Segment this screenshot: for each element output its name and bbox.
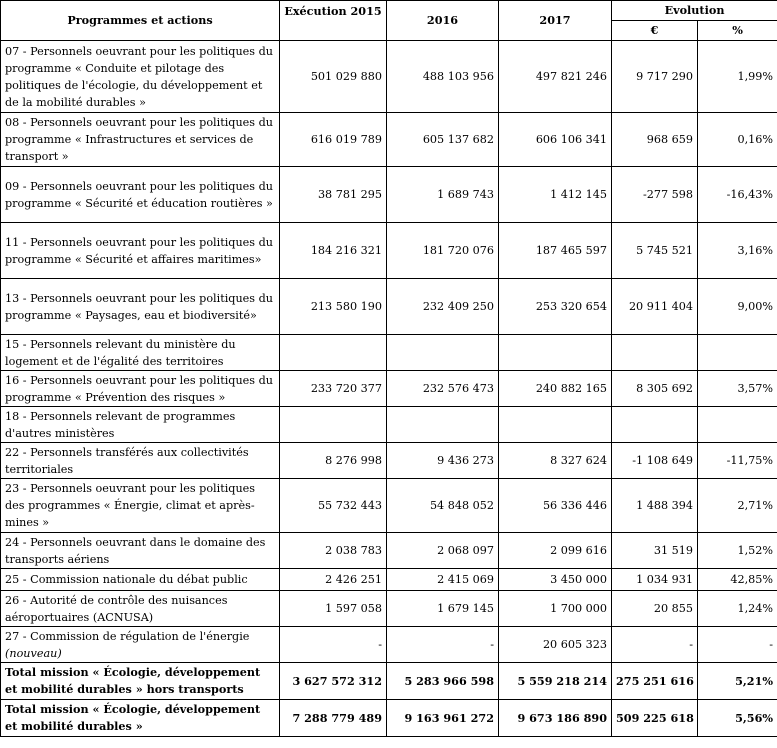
row-label: [1, 279, 280, 335]
cell-execution-2015: 501 029 880: [280, 41, 387, 113]
row-label: [1, 407, 280, 443]
cell-2016: [387, 407, 499, 443]
cell-2016: 5 283 966 598: [387, 663, 499, 700]
cell-execution-2015: 616 019 789: [280, 113, 387, 167]
cell-2017: 253 320 654: [499, 279, 612, 335]
cell-2016: 232 409 250: [387, 279, 499, 335]
cell-evolution-euro: -: [612, 627, 698, 663]
row-label-text: 22 - Personnels transférés aux collectivités territoriales: [5, 445, 249, 476]
cell-2017: 497 821 246: [499, 41, 612, 113]
table-row: [1, 167, 777, 223]
cell-execution-2015: 2 038 783: [280, 533, 387, 569]
header-percent: %: [698, 21, 777, 41]
table-row: [1, 41, 777, 113]
cell-execution-2015: 7 288 779 489: [280, 700, 387, 737]
cell-2016: 232 576 473: [387, 371, 499, 407]
table-body: [1, 41, 777, 737]
row-label-text: 15 - Personnels relevant du ministère du logement et de l'égalité des territoires: [5, 337, 236, 368]
row-label: [1, 663, 280, 700]
header-2016: 2016: [387, 1, 499, 41]
row-label-text: Total mission « Écologie, développement et mobilité durables » hors transports: [5, 665, 261, 696]
cell-execution-2015: 55 732 443: [280, 479, 387, 533]
row-label: [1, 167, 280, 223]
cell-2017: [499, 407, 612, 443]
cell-evolution-percent: -: [698, 627, 777, 663]
row-label-text: 24 - Personnels oeuvrant dans le domaine des transports aériens: [5, 535, 266, 566]
cell-execution-2015: 213 580 190: [280, 279, 387, 335]
row-label: [1, 627, 280, 663]
row-label-text: 18 - Personnels relevant de programmes d'autres ministères: [5, 409, 236, 440]
cell-2017: 3 450 000: [499, 569, 612, 591]
table-row: [1, 569, 777, 591]
cell-evolution-euro: [612, 335, 698, 371]
row-label-text: 08 - Personnels oeuvrant pour les politiques du programme « Infrastructures et services de transport »: [5, 116, 273, 163]
row-label-text: 16 - Personnels oeuvrant pour les politiques du programme « Prévention des risques »: [5, 373, 273, 404]
table-row: [1, 627, 777, 663]
cell-2017: 1 412 145: [499, 167, 612, 223]
cell-2016: [387, 335, 499, 371]
row-label-text: 13 - Personnels oeuvrant pour les politiques du programme « Paysages, eau et biodiversité»: [5, 291, 273, 322]
cell-2017: 606 106 341: [499, 113, 612, 167]
row-label: [1, 371, 280, 407]
cell-evolution-euro: 31 519: [612, 533, 698, 569]
cell-evolution-euro: 5 745 521: [612, 223, 698, 279]
cell-evolution-percent: [698, 335, 777, 371]
header-2017: 2017: [499, 1, 612, 41]
cell-2016: 488 103 956: [387, 41, 499, 113]
cell-2016: 1 689 743: [387, 167, 499, 223]
row-note: (nouveau): [5, 646, 62, 660]
cell-evolution-euro: -277 598: [612, 167, 698, 223]
cell-evolution-euro: 968 659: [612, 113, 698, 167]
row-label: [1, 533, 280, 569]
header-execution-2015: Exécution 2015: [280, 1, 387, 41]
row-label-text: 11 - Personnels oeuvrant pour les politiques du programme « Sécurité et affaires maritimes»: [5, 235, 273, 266]
cell-evolution-euro: 20 911 404: [612, 279, 698, 335]
cell-evolution-percent: 1,52%: [698, 533, 777, 569]
cell-2016: 9 163 961 272: [387, 700, 499, 737]
cell-2017: 1 700 000: [499, 591, 612, 627]
cell-execution-2015: 3 627 572 312: [280, 663, 387, 700]
cell-execution-2015: [280, 407, 387, 443]
cell-2017: 20 605 323: [499, 627, 612, 663]
cell-evolution-percent: -16,43%: [698, 167, 777, 223]
cell-2016: 2 415 069: [387, 569, 499, 591]
row-label-text: 23 - Personnels oeuvrant pour les politiques des programmes « Énergie, climat et après- mines »: [5, 482, 256, 529]
row-label: [1, 479, 280, 533]
cell-evolution-percent: 5,56%: [698, 700, 777, 737]
cell-execution-2015: -: [280, 627, 387, 663]
row-label: [1, 569, 280, 591]
cell-2017: 240 882 165: [499, 371, 612, 407]
table-row: [1, 533, 777, 569]
row-label: [1, 443, 280, 479]
cell-2017: 5 559 218 214: [499, 663, 612, 700]
cell-evolution-euro: 275 251 616: [612, 663, 698, 700]
cell-2017: 56 336 446: [499, 479, 612, 533]
row-label-text: 27 - Commission de régulation de l'énergie: [5, 629, 250, 643]
cell-evolution-percent: 3,16%: [698, 223, 777, 279]
cell-evolution-percent: 42,85%: [698, 569, 777, 591]
row-label-text: 26 - Autorité de contrôle des nuisances aéroportuaires (ACNUSA): [5, 593, 228, 624]
row-label: [1, 113, 280, 167]
header-euro: €: [612, 21, 698, 41]
cell-evolution-euro: 8 305 692: [612, 371, 698, 407]
cell-evolution-percent: 3,57%: [698, 371, 777, 407]
table-row: [1, 279, 777, 335]
table-row: [1, 591, 777, 627]
cell-evolution-euro: 20 855: [612, 591, 698, 627]
cell-2016: 2 068 097: [387, 533, 499, 569]
table-row: [1, 407, 777, 443]
row-label: [1, 41, 280, 113]
table-row: [1, 443, 777, 479]
table-row: [1, 371, 777, 407]
cell-execution-2015: 233 720 377: [280, 371, 387, 407]
row-label: [1, 335, 280, 371]
cell-evolution-percent: 9,00%: [698, 279, 777, 335]
cell-evolution-percent: 0,16%: [698, 113, 777, 167]
cell-evolution-percent: -11,75%: [698, 443, 777, 479]
cell-execution-2015: 38 781 295: [280, 167, 387, 223]
cell-2016: 9 436 273: [387, 443, 499, 479]
cell-execution-2015: [280, 335, 387, 371]
cell-2017: 187 465 597: [499, 223, 612, 279]
cell-evolution-euro: 1 488 394: [612, 479, 698, 533]
row-label-text: 07 - Personnels oeuvrant pour les politiques du programme « Conduite et pilotage des politiques de l'écologie, du développement et de la mobilité durables »: [5, 44, 273, 109]
cell-execution-2015: 1 597 058: [280, 591, 387, 627]
row-label: [1, 591, 280, 627]
cell-evolution-percent: 1,99%: [698, 41, 777, 113]
row-label: [1, 223, 280, 279]
cell-evolution-percent: 1,24%: [698, 591, 777, 627]
table-row: [1, 113, 777, 167]
row-label-text: 25 - Commission nationale du débat public: [5, 573, 248, 586]
cell-2016: 605 137 682: [387, 113, 499, 167]
cell-evolution-euro: 509 225 618: [612, 700, 698, 737]
cell-evolution-euro: -1 108 649: [612, 443, 698, 479]
cell-evolution-percent: [698, 407, 777, 443]
header-row-1: [1, 1, 777, 21]
row-label: [1, 700, 280, 737]
cell-2017: 9 673 186 890: [499, 700, 612, 737]
cell-evolution-euro: 9 717 290: [612, 41, 698, 113]
cell-2016: 1 679 145: [387, 591, 499, 627]
cell-execution-2015: 184 216 321: [280, 223, 387, 279]
table-row: [1, 223, 777, 279]
cell-2016: 181 720 076: [387, 223, 499, 279]
row-label-text: Total mission « Écologie, développement et mobilité durables »: [5, 702, 261, 733]
header-programmes: Programmes et actions: [1, 1, 280, 41]
cell-evolution-euro: 1 034 931: [612, 569, 698, 591]
cell-evolution-percent: 2,71%: [698, 479, 777, 533]
cell-evolution-euro: [612, 407, 698, 443]
table-row: [1, 479, 777, 533]
cell-2016: 54 848 052: [387, 479, 499, 533]
total-row: [1, 700, 777, 737]
cell-2016: -: [387, 627, 499, 663]
cell-2017: [499, 335, 612, 371]
total-row: [1, 663, 777, 700]
cell-2017: 8 327 624: [499, 443, 612, 479]
row-label-text: 09 - Personnels oeuvrant pour les politiques du programme « Sécurité et éducation routières »: [5, 179, 273, 210]
header-evolution: Evolution: [612, 1, 777, 21]
table-row: [1, 335, 777, 371]
cell-execution-2015: 2 426 251: [280, 569, 387, 591]
cell-evolution-percent: 5,21%: [698, 663, 777, 700]
cell-2017: 2 099 616: [499, 533, 612, 569]
cell-execution-2015: 8 276 998: [280, 443, 387, 479]
